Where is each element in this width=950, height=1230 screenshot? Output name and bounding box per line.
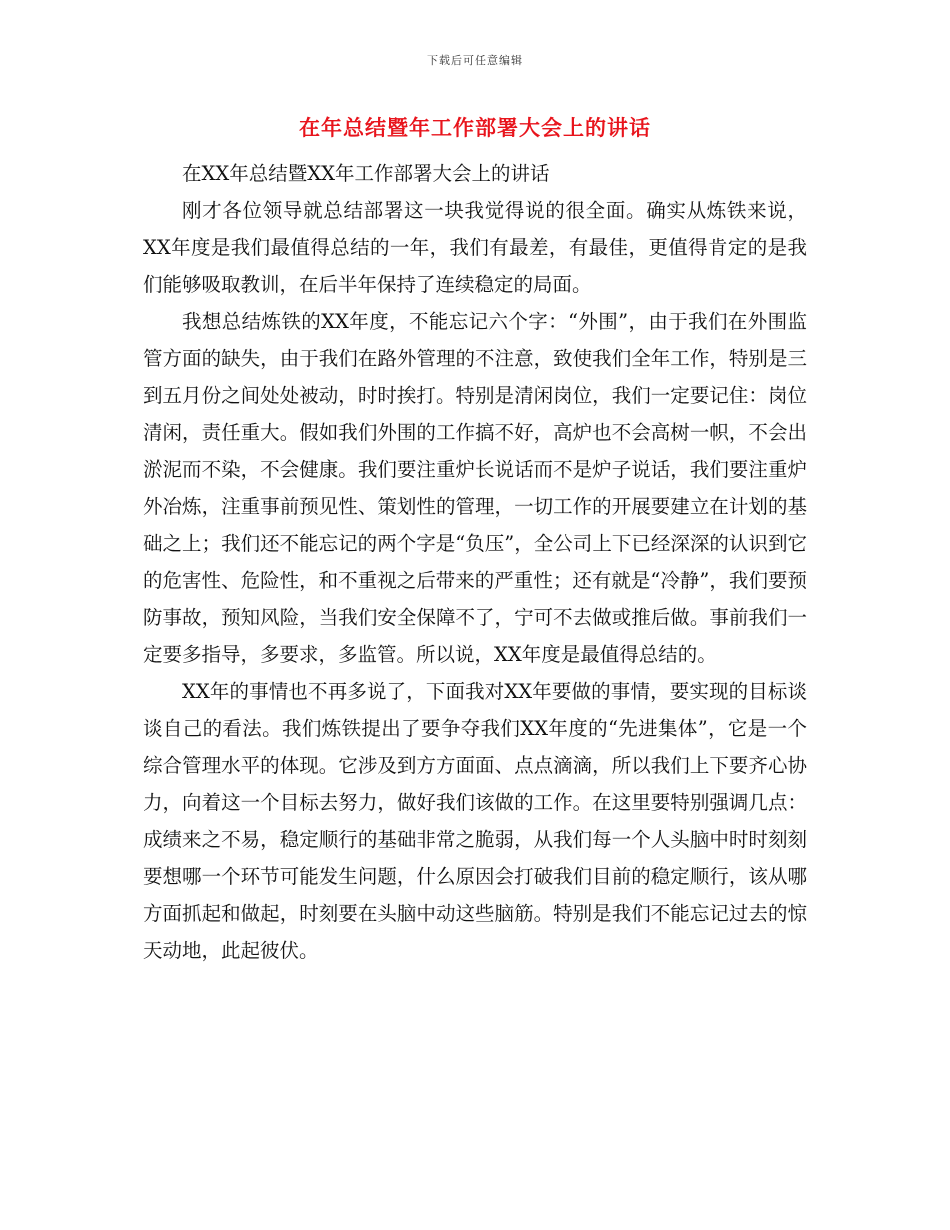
document-body [143,155,807,969]
paragraph: XX年的事情也不再多说了，下面我对XX年要做的事情，要实现的目标谈谈自己的看法。我们炼铁提出了要争夺我们XX年度的“先进集体”，它是一个综合管理水平的体现。它涉及到方方面面、点点滴滴，所以我们上下要齐心协力，向着这一个目标去努力，做好我们该做的工作。在这里要特别强调几点：成绩来之不易，稳定顺行的基础非常之脆弱，从我们每一个人头脑中时时刻刻要想哪一个环节可能发生问题，什么原因会打破我们目前的稳定顺行，该从哪方面抓起和做起，时刻要在头脑中动这些脑筋。特别是我们不能忘记过去的惊天动地，此起彼伏。 [143,680,807,962]
paragraph: 我想总结炼铁的XX年度，不能忘记六个字：“外围”，由于我们在外围监管方面的缺失，由于我们在路外管理的不注意，致使我们全年工作，特别是三到五月份之间处处被动，时时挨打。特别是清闲岗位，我们一定要记住：岗位清闲，责任重大。假如我们外围的工作搞不好，高炉也不会高树一帜，不会出淤泥而不染，不会健康。我们要注重炉长说话而不是炉子说话，我们要注重炉外冶炼，注重事前预见性、策划性的管理，一切工作的开展要建立在计划的基础之上；我们还不能忘记的两个字是“负压”，全公司上下已经深深的认识到它的危害性、危险性，和不重视之后带来的严重性；还有就是“冷静”，我们要预防事故，预知风险，当我们安全保障不了，宁可不去做或推后做。事前我们一定要多指导，多要求，多监管。所以说，XX年度是最值得总结的。 [143,310,807,666]
header-note: 下载后可任意编辑 [427,54,523,67]
paragraph: 刚才各位领导就总结部署这一块我觉得说的很全面。确实从炼铁来说，XX年度是我们最值得总结的一年，我们有最差，有最佳，更值得肯定的是我们能够吸取教训，在后半年保持了连续稳定的局面。 [143,199,807,296]
document-title: 在年总结暨年工作部署大会上的讲话 [299,116,651,140]
paragraph-subtitle: 在XX年总结暨XX年工作部署大会上的讲话 [182,162,550,185]
